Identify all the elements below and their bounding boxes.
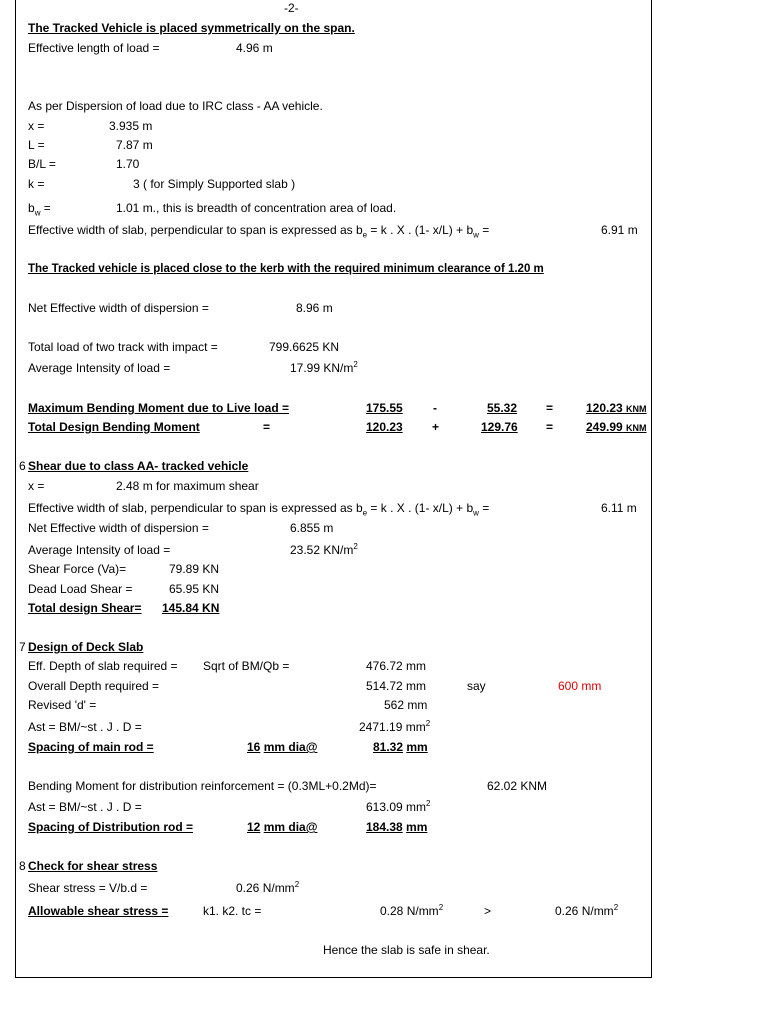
allow-shear-compare: 0.26 $N/mm^2$ <box>555 903 619 918</box>
max-bm-eq: = <box>546 401 554 415</box>
overall-depth-value: 514.72 mm <box>366 679 427 693</box>
L-label: L = <box>28 138 45 152</box>
ast2-label: Ast = BM/~st . J . D = <box>28 800 142 814</box>
total-shear-label: Total design Shear= <box>28 601 142 615</box>
allow-shear-formula: k1. k2. tc = <box>203 904 262 918</box>
ast2-value: 613.09 $mm^2$ <box>366 799 431 814</box>
eff-width-value: 6.91 m <box>601 223 638 237</box>
total-shear-value: 145.84 KN <box>162 601 220 615</box>
total-load-label: Total load of two track with impact = <box>28 340 218 354</box>
total-load-value: 799.6625 KN <box>269 340 340 354</box>
net-eff-label: Net Effective width of dispersion = <box>28 301 209 315</box>
avg-intensity-value: 17.99 $KN/m^2$ <box>290 360 358 375</box>
revised-d-label: Revised 'd' = <box>28 698 97 712</box>
total-bm-eq: = <box>546 420 554 434</box>
max-bm-v2: 55.32 <box>487 401 518 415</box>
say-value: 600 mm <box>558 679 602 693</box>
dist-rod-spacing-label: Spacing of Distribution rod = <box>28 820 193 834</box>
k-label: k = <box>28 177 45 191</box>
sec6-number: 6 <box>19 459 26 473</box>
max-bm-op: - <box>433 401 437 415</box>
eff-depth-value: 476.72 mm <box>366 659 427 673</box>
sec6-avg-int-value: 23.52 $KN/m^2$ <box>290 542 358 557</box>
heading-symmetric: The Tracked Vehicle is placed symmetrically on the span. <box>28 21 355 35</box>
bw-value: 1.01 m., this is breadth of concentration area of load. <box>116 201 397 215</box>
bw-label: $b_w$ = <box>28 201 51 218</box>
allow-shear-label: Allowable shear stress = <box>28 904 169 918</box>
main-rod-dia: 16 mm dia@ <box>247 740 318 754</box>
max-bm-result: 120.23 KNM <box>586 401 647 415</box>
avg-intensity-label: Average Intensity of load = <box>28 361 171 375</box>
total-bm-eq1: = <box>263 420 271 434</box>
dead-load-shear-value: 65.95 KN <box>169 582 220 596</box>
BL-label: B/L = <box>28 157 56 171</box>
k-value: 3 ( for Simply Supported slab ) <box>133 177 296 191</box>
say-label: say <box>467 679 486 693</box>
bm-dist-label: Bending Moment for distribution reinforcement = (0.3ML+0.2Md)= <box>28 779 377 793</box>
dist-rod-spacing-value: 184.38 mm <box>366 820 428 834</box>
ast-label: Ast = BM/~st . J . D = <box>28 720 142 734</box>
net-eff-value: 8.96 m <box>296 301 333 315</box>
conclusion: Hence the slab is safe in shear. <box>323 943 490 957</box>
sec6-eff-width-text: Effective width of slab, perpendicular to span is expressed as $b_e = k$ . X . (1- $x/L) + b_w$ = <box>28 501 490 518</box>
sec8-heading: Check for shear stress <box>28 859 158 873</box>
dispersion-text: As per Dispersion of load due to IRC class - AA vehicle. <box>28 99 323 113</box>
eff-width-text: Effective width of slab, perpendicular to span is expressed as $b_e = k$ . X . (1- $x/L) + b_w$ = <box>28 223 490 240</box>
sec8-number: 8 <box>19 859 26 873</box>
dist-rod-dia: 12 mm dia@ <box>247 820 318 834</box>
page-number: -2- <box>284 1 299 15</box>
shear-force-value: 79.89 KN <box>169 562 220 576</box>
total-bm-v1: 120.23 <box>366 420 403 434</box>
sec6-eff-width-value: 6.11 m <box>601 501 637 515</box>
overall-depth-label: Overall Depth required = <box>28 679 160 693</box>
sec6-x-label: x = <box>28 479 45 493</box>
total-bm-result: 249.99 KNM <box>586 420 647 434</box>
eff-length-value: 4.96 m <box>236 41 273 55</box>
greater-than: > <box>484 904 492 918</box>
sec6-net-eff-value: 6.855 m <box>290 521 334 535</box>
main-rod-spacing-label: Spacing of main rod = <box>28 740 154 754</box>
bm-dist-value: 62.02 KNM <box>487 779 548 793</box>
x-value: 3.935 m <box>109 119 153 133</box>
heading-kerb: The Tracked vehicle is placed close to the kerb with the required minimum clearance of 1.20 m <box>28 263 544 275</box>
max-bm-label: Maximum Bending Moment due to Live load = <box>28 401 290 415</box>
max-bm-v1: 175.55 <box>366 401 403 415</box>
x-label: x = <box>28 119 45 133</box>
L-value: 7.87 m <box>116 138 153 152</box>
total-bm-label: Total Design Bending Moment <box>28 420 200 434</box>
ast-value: 2471.19 $mm^2$ <box>359 719 431 734</box>
shear-force-label: Shear Force (Va)= <box>28 562 127 576</box>
sec6-heading: Shear due to class AA- tracked vehicle <box>28 459 249 473</box>
shear-stress-label: Shear stress = V/b.d = <box>28 881 148 895</box>
allow-shear-value: 0.28 $N/mm^2$ <box>380 903 444 918</box>
eff-length-label: Effective length of load = <box>28 41 160 55</box>
dead-load-shear-label: Dead Load Shear = <box>28 582 133 596</box>
total-bm-op: + <box>432 420 440 434</box>
main-rod-spacing-value: 81.32 mm <box>373 740 428 754</box>
sec6-avg-int-label: Average Intensity of load = <box>28 543 171 557</box>
sec7-number: 7 <box>19 640 26 654</box>
revised-d-value: 562 mm <box>384 698 428 712</box>
sec6-x-value: 2.48 m for maximum shear <box>116 479 259 493</box>
sec7-heading: Design of Deck Slab <box>28 640 144 654</box>
sec6-net-eff-label: Net Effective width of dispersion = <box>28 521 209 535</box>
eff-depth-formula: Sqrt of BM/Qb = <box>203 659 290 673</box>
eff-depth-label: Eff. Depth of slab required = <box>28 659 178 673</box>
total-bm-v2: 129.76 <box>481 420 518 434</box>
shear-stress-value: 0.26 $N/mm^2$ <box>236 880 300 895</box>
BL-value: 1.70 <box>116 157 140 171</box>
